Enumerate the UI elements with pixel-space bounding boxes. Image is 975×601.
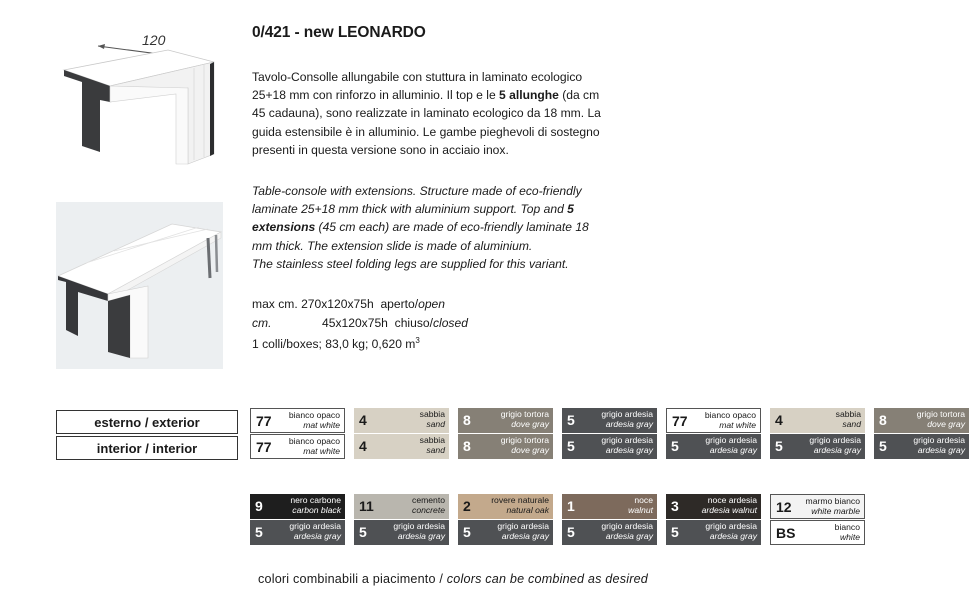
swatch-label-english: white marble — [811, 506, 860, 517]
swatch-label-italian: bianco opaco — [704, 410, 756, 420]
swatch-code: 11 — [359, 498, 374, 514]
legend-interior: interior / interior — [56, 436, 238, 460]
legend-exterior: esterno / exterior — [56, 410, 238, 434]
swatch-label-italian: sabbia — [419, 409, 445, 419]
swatch-label — [289, 436, 340, 457]
swatch-card — [458, 408, 553, 460]
swatch-code: 12 — [776, 499, 792, 515]
swatch-label-italian: grigio ardesia — [601, 435, 653, 445]
swatch-label — [601, 435, 653, 456]
swatch-code: 77 — [672, 413, 688, 429]
swatch-card — [770, 408, 865, 460]
swatch-label-italian: grigio ardesia — [913, 435, 965, 445]
swatch-code: 5 — [463, 524, 471, 540]
swatch-code: 5 — [359, 524, 367, 540]
swatch-label — [917, 409, 965, 430]
swatch-card — [458, 494, 553, 546]
swatch-label — [806, 496, 860, 517]
swatch-label-english: walnut — [628, 505, 653, 516]
swatch-label-italian: grigio ardesia — [497, 521, 549, 531]
swatch-interior — [874, 434, 969, 459]
swatch-label-english: sand — [426, 445, 445, 456]
swatch-interior — [562, 434, 657, 459]
swatch-label-english: concrete — [412, 505, 445, 516]
swatch-exterior — [250, 408, 345, 433]
swatch-exterior — [666, 494, 761, 519]
swatch-label — [290, 495, 341, 516]
swatch-card — [562, 408, 657, 460]
swatch-label-english: ardesia gray — [605, 445, 653, 456]
swatch-interior — [354, 520, 449, 545]
swatch-code: 3 — [671, 498, 679, 514]
swatch-label-italian: grigio ardesia — [289, 521, 341, 531]
swatch-label-italian: sabbia — [419, 435, 445, 445]
dimension-open-row: max cm. 270x120x75h aperto/open — [252, 297, 446, 311]
swatch-label — [497, 521, 549, 542]
swatch-label-english: sand — [426, 419, 445, 430]
swatch-label — [393, 521, 445, 542]
description-italian: Tavolo-Consolle allungabile con stuttura in laminato ecologico 25+18 mm con rinforzo in alluminio. Il top e le 5 allunghe (da cm 45 cadauna), sono realizzate in laminato ecologico da 18 mm. La guida estensibile è in alluminio. Le gambe pieghevoli di sostegno presenti in questa versione sono in acciaio inox. — [252, 70, 601, 157]
description-english: Table-console with extensions. Structure made of eco-friendly laminate 25+18 mm thick with aluminium support. Top and 5 extensions (45 cm each) are made of eco-friendly laminate 18 mm thick. The extension slide is made of aluminium. The stainless steel folding legs are supplied for this variant. — [252, 184, 589, 271]
swatch-interior — [458, 520, 553, 545]
swatch-code: 8 — [463, 412, 471, 428]
swatch-exterior — [250, 494, 345, 519]
swatch-code: 8 — [879, 412, 887, 428]
swatch-label — [702, 495, 757, 516]
swatch-label-italian: bianco — [834, 522, 860, 532]
swatch-label — [809, 435, 861, 456]
swatch-label — [501, 409, 549, 430]
swatch-label-italian: grigio ardesia — [601, 409, 653, 419]
swatch-exterior — [770, 494, 865, 519]
swatch-code: 8 — [463, 438, 471, 454]
swatch-label-italian: sabbia — [835, 409, 861, 419]
swatch-label — [913, 435, 965, 456]
swatch-label — [491, 495, 549, 516]
swatch-label-english: dove gray — [511, 445, 549, 456]
swatch-label-italian: marmo bianco — [805, 496, 860, 506]
swatch-card — [874, 408, 969, 460]
swatch-code: 77 — [256, 439, 272, 455]
swatch-exterior — [562, 494, 657, 519]
swatch-label-italian: grigio tortora — [916, 409, 965, 419]
swatch-label-english: ardesia gray — [501, 531, 549, 542]
swatch-card — [250, 494, 345, 546]
product-image-closed — [56, 22, 226, 174]
swatch-exterior — [562, 408, 657, 433]
swatch-label-italian: grigio ardesia — [601, 521, 653, 531]
swatch-exterior — [354, 408, 449, 433]
swatch-label — [601, 409, 653, 430]
swatch-interior — [354, 434, 449, 459]
swatch-label-english: ardesia gray — [709, 445, 757, 456]
swatch-interior — [770, 434, 865, 459]
swatch-label-english: ardesia walnut — [701, 505, 757, 516]
swatch-card — [354, 494, 449, 546]
swatch-label-english: dove gray — [511, 419, 549, 430]
swatch-label-english: mat white — [303, 446, 340, 457]
swatch-card — [770, 494, 865, 546]
swatch-code: 4 — [775, 412, 783, 428]
dimensions-block — [252, 295, 468, 354]
swatch-code: 4 — [359, 438, 367, 454]
swatch-label — [420, 409, 445, 430]
swatch-label — [705, 410, 756, 431]
swatch-code: 5 — [671, 438, 679, 454]
swatch-interior — [562, 520, 657, 545]
swatch-code: 4 — [359, 412, 367, 428]
combination-note: colori combinabili a piacimento / colors can be combined as desired — [258, 572, 649, 586]
swatch-label — [705, 435, 757, 456]
swatch-code: 5 — [567, 438, 575, 454]
swatch-label-italian: bianco opaco — [288, 436, 340, 446]
swatch-exterior — [666, 408, 761, 433]
swatch-code: 5 — [567, 524, 575, 540]
swatch-exterior — [770, 408, 865, 433]
swatch-label-italian: cemento — [412, 495, 445, 505]
swatch-label — [601, 521, 653, 542]
swatch-label-italian: noce — [634, 495, 653, 505]
swatch-exterior — [458, 408, 553, 433]
swatch-exterior — [354, 494, 449, 519]
swatch-label-italian: grigio ardesia — [705, 521, 757, 531]
swatch-label-english: carbon black — [292, 505, 341, 516]
swatch-code: 1 — [567, 498, 575, 514]
swatch-label-italian: bianco opaco — [288, 410, 340, 420]
swatch-exterior — [874, 408, 969, 433]
swatch-label-english: dove gray — [927, 419, 965, 430]
swatch-label-english: ardesia gray — [709, 531, 757, 542]
swatch-card — [666, 408, 761, 460]
swatch-label-english: sand — [842, 419, 861, 430]
dimension-closed-row: cm. 45x120x75h chiuso/closed — [252, 315, 468, 330]
swatch-code: 5 — [255, 524, 263, 540]
swatch-interior — [666, 434, 761, 459]
swatch-code: 2 — [463, 498, 471, 514]
swatch-label — [501, 435, 549, 456]
swatch-label-english: ardesia gray — [605, 531, 653, 542]
width-dimension-label: 120 — [142, 32, 166, 48]
swatch-card — [666, 494, 761, 546]
swatch-label-italian: grigio tortora — [500, 409, 549, 419]
swatch-label — [836, 409, 861, 430]
swatch-card — [250, 408, 345, 460]
swatch-label-italian: rovere naturale — [491, 495, 549, 505]
swatch-code: BS — [776, 525, 796, 541]
swatch-label-english: ardesia gray — [397, 531, 445, 542]
swatch-card — [562, 494, 657, 546]
swatch-label-italian: noce ardesia — [707, 495, 757, 505]
swatch-code: 5 — [879, 438, 887, 454]
swatch-label-english: mat white — [303, 420, 340, 431]
swatch-code: 5 — [671, 524, 679, 540]
swatch-label-italian: grigio ardesia — [705, 435, 757, 445]
swatch-exterior — [458, 494, 553, 519]
swatch-interior — [250, 520, 345, 545]
swatch-interior — [666, 520, 761, 545]
swatch-label-english: ardesia gray — [813, 445, 861, 456]
swatch-interior — [770, 520, 865, 545]
swatch-label-english: white — [839, 532, 860, 543]
swatch-label — [289, 521, 341, 542]
swatch-code: 5 — [567, 412, 575, 428]
swatch-code: 77 — [256, 413, 272, 429]
swatch-interior — [250, 434, 345, 459]
swatch-label-english: mat white — [719, 420, 756, 431]
swatch-label — [705, 521, 757, 542]
swatch-label-english: ardesia gray — [293, 531, 341, 542]
swatch-label-english: ardesia gray — [605, 419, 653, 430]
swatch-label-italian: nero carbone — [290, 495, 341, 505]
swatch-label-italian: grigio ardesia — [393, 521, 445, 531]
swatch-code: 9 — [255, 498, 263, 514]
swatch-code: 5 — [775, 438, 783, 454]
swatch-label-english: ardesia gray — [917, 445, 965, 456]
swatch-label-english: natural oak — [506, 505, 549, 516]
swatch-label — [835, 522, 860, 543]
product-image-open — [56, 202, 223, 369]
swatch-card — [354, 408, 449, 460]
packaging-row: 1 colli/boxes; 83,0 kg; 0,620 $m^3$ — [252, 336, 420, 352]
swatch-label — [628, 495, 653, 516]
swatch-label — [289, 410, 340, 431]
swatch-label-italian: grigio tortora — [500, 435, 549, 445]
swatch-label — [412, 495, 445, 516]
swatch-interior — [458, 434, 553, 459]
swatch-label — [420, 435, 445, 456]
product-title: 0/421 - new LEONARDO — [252, 24, 426, 41]
swatch-label-italian: grigio ardesia — [809, 435, 861, 445]
